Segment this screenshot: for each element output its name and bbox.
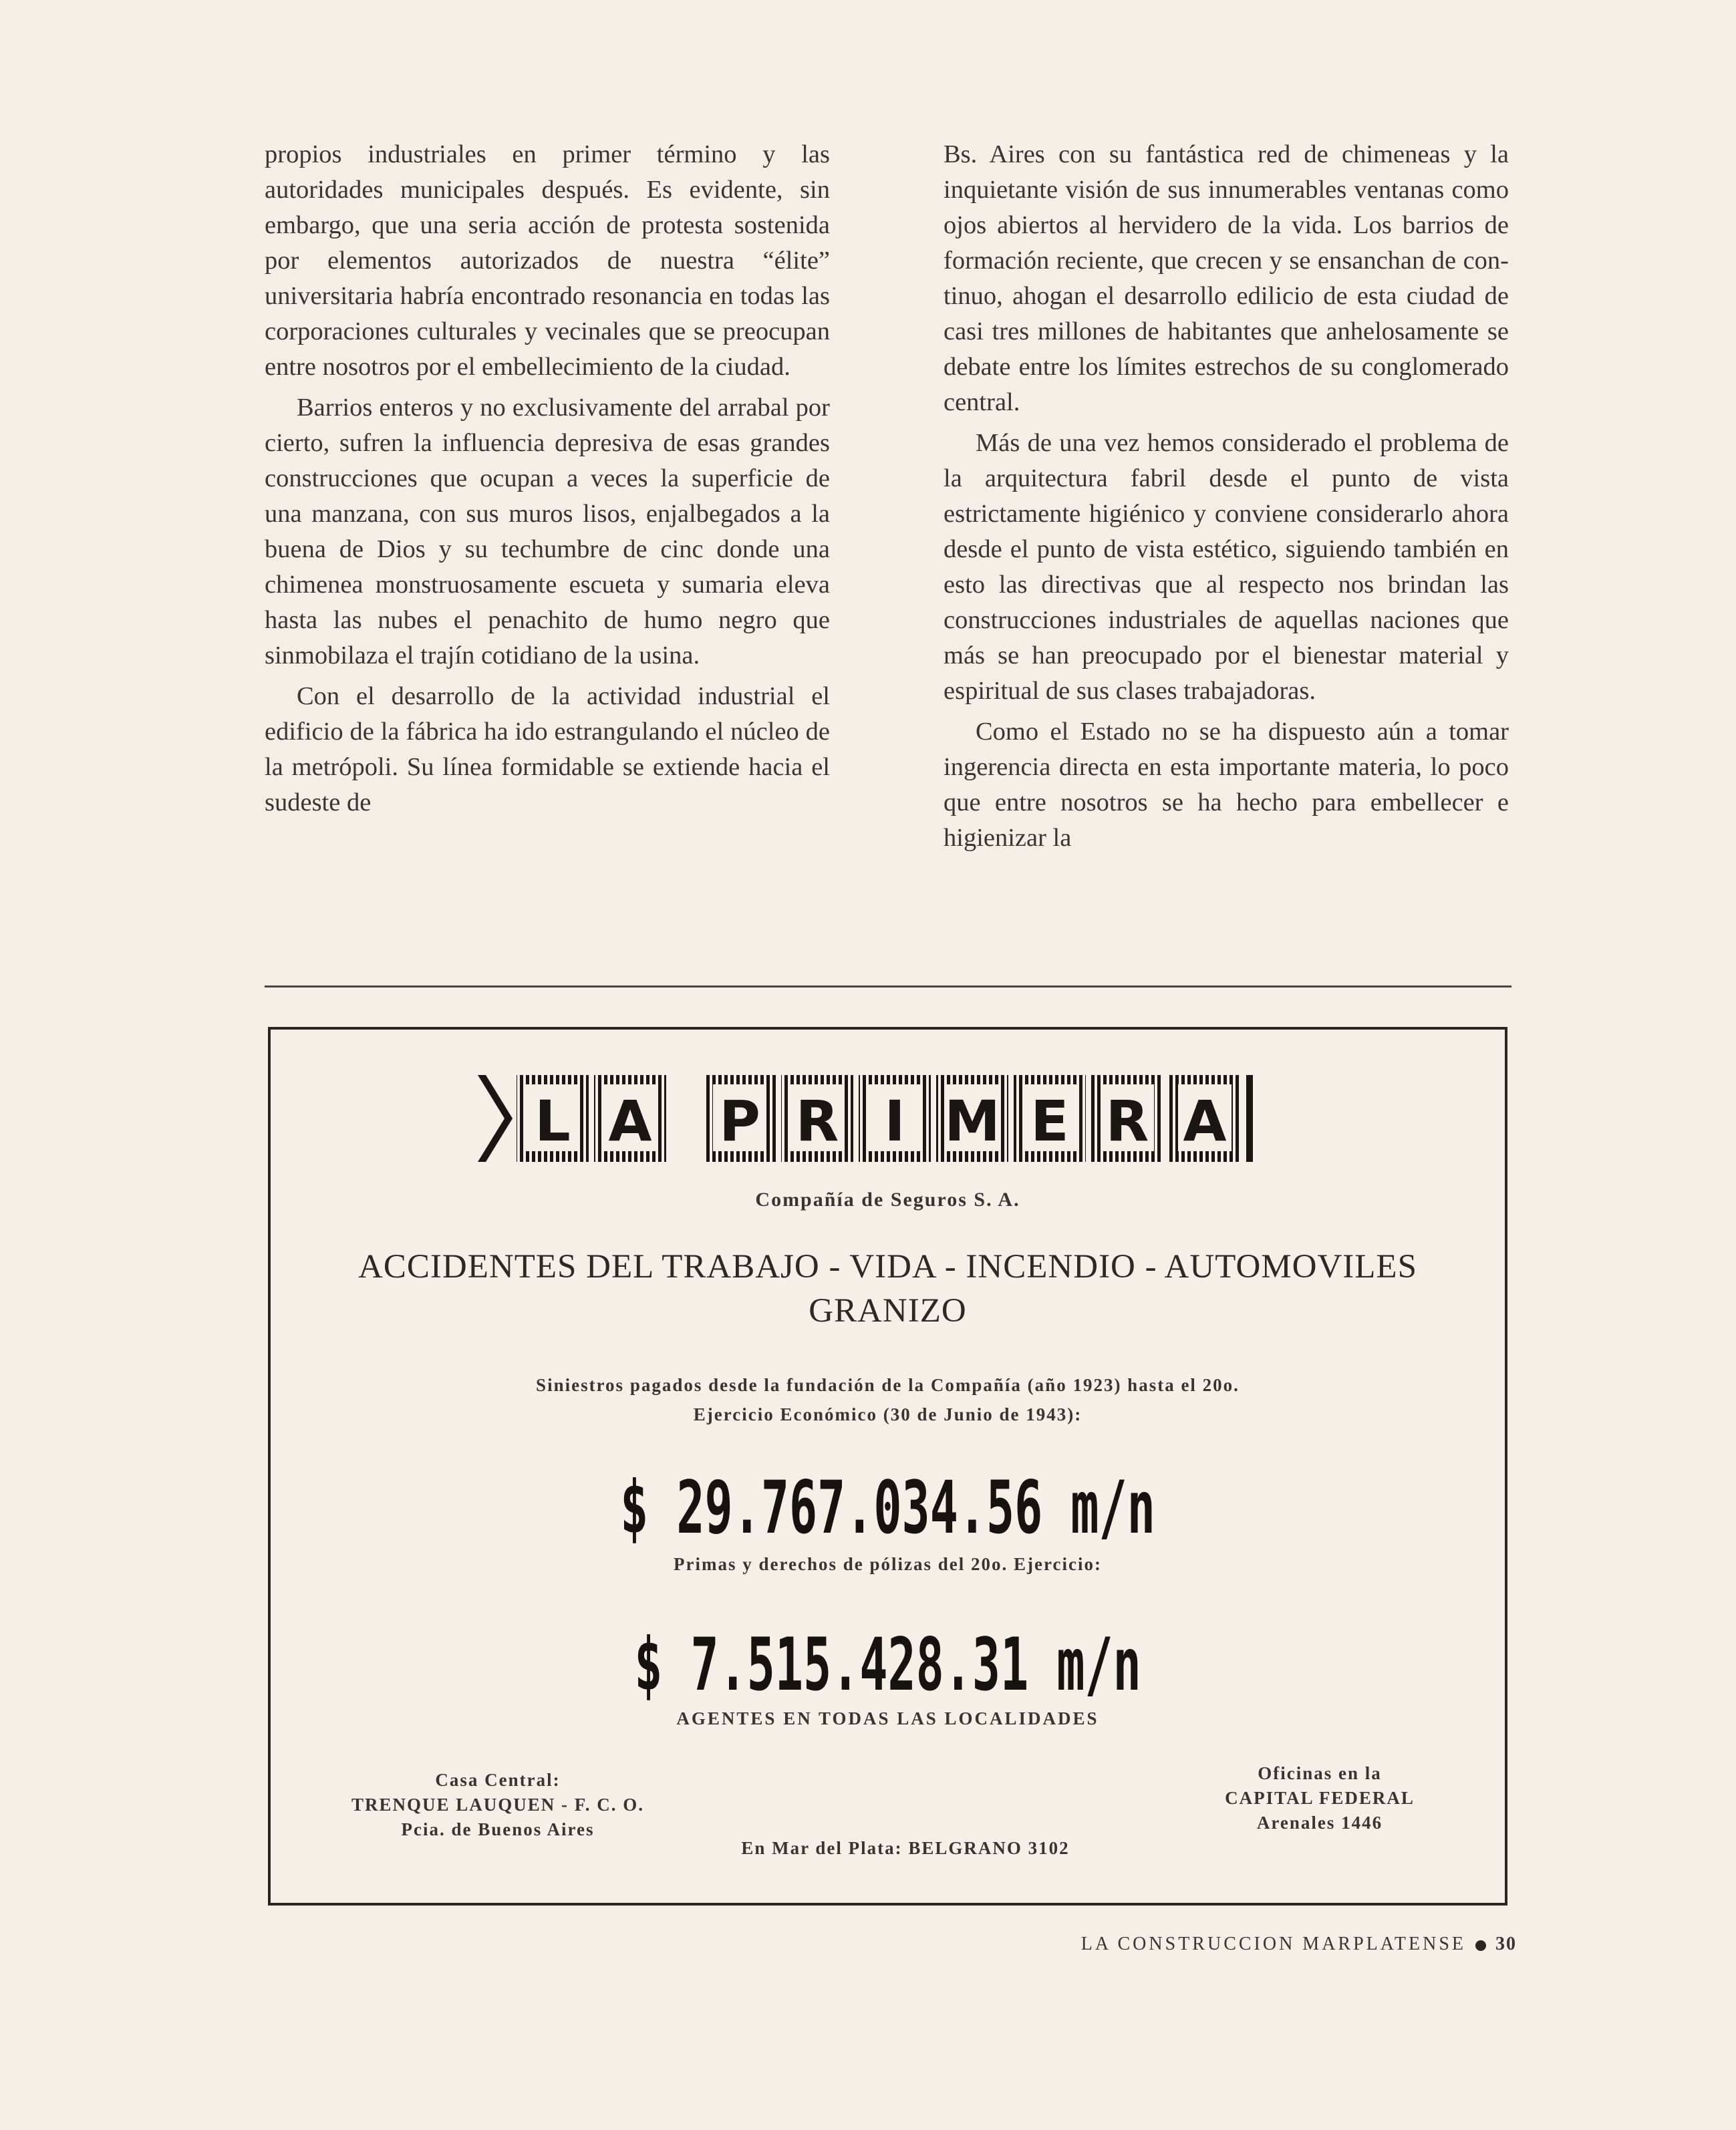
advertisement-la-primera xyxy=(268,1027,1507,1906)
siniestros-line-2: Ejercicio Económico (30 de Junio de 1943): xyxy=(693,1404,1082,1424)
separator-rule xyxy=(265,985,1511,987)
head-office-address xyxy=(311,1768,685,1842)
address-line: Casa Central: xyxy=(435,1770,561,1790)
mar-del-plata-address: En Mar del Plata: BELGRANO 3102 xyxy=(741,1838,1070,1858)
address-line: Arenales 1446 xyxy=(1256,1813,1383,1833)
svg-text:A: A xyxy=(1183,1088,1227,1154)
article-column-right xyxy=(944,137,1509,965)
insurance-lines xyxy=(271,1245,1505,1333)
logo-bracket xyxy=(1246,1075,1253,1162)
svg-text:A: A xyxy=(608,1088,652,1154)
primas-text: Primas y derechos de pólizas del 20o. Ejercicio: xyxy=(674,1554,1102,1574)
paragraph: Con el desarrollo de la actividad industrial el edificio de la fábrica ha ido estrangulando el núcleo de la metrópoli. Su línea formidable se extiende hacia el sudeste de xyxy=(265,682,830,816)
logo-letter-r xyxy=(1091,1075,1163,1162)
paragraph: propios industriales en primer término y las autoridades municipales después. Es evidente, sin embargo, que una seria acción de protesta sostenida por elementos autorizados de nuestra “élite” universitaria habría encontrado resonancia en todas las corporaciones culturales y vecinales que se preocupan entre nosotros por el embellecimiento de la ciudad. xyxy=(265,140,830,381)
address-line: TRENQUE LAUQUEN - F. C. O. xyxy=(351,1795,645,1815)
svg-text:M: M xyxy=(944,1088,1000,1154)
svg-text:I: I xyxy=(884,1088,905,1154)
paragraph: Bs. Aires con su fantástica red de chimeneas y la inquietante visión de sus innumerables ventanas como ojos abiertos al hervidero de la vida. Los barrios de formación reciente, que crecen y se ensanchan de continuo, ahogan el desarrollo edilicio de esta ciudad de casi tres millones de habitantes que anhelosamente se debate entre los límites estrechos de su conglomerado central. xyxy=(944,140,1509,416)
svg-text:R: R xyxy=(1105,1088,1149,1154)
svg-text:R: R xyxy=(795,1088,839,1154)
address-line: Pcia. de Buenos Aires xyxy=(401,1819,595,1839)
address-line: CAPITAL FEDERAL xyxy=(1225,1788,1415,1808)
insurance-lines-2: GRANIZO xyxy=(809,1292,967,1330)
publication-name: LA CONSTRUCCION MARPLATENSE xyxy=(1080,1934,1466,1954)
page-footer xyxy=(962,1934,1517,1955)
svg-text:P: P xyxy=(719,1088,760,1154)
logo-letter-a xyxy=(594,1075,666,1162)
article-column-left xyxy=(265,137,830,965)
siniestros-line-1: Siniestros pagados desde la fundación de la Compañía (año 1923) hasta el 20o. xyxy=(536,1375,1240,1395)
insurance-lines-1: ACCIDENTES DEL TRABAJO - VIDA - INCENDIO - AUTOMOVILES xyxy=(358,1248,1417,1285)
logo-letter-a xyxy=(1169,1075,1241,1162)
paragraph: Barrios enteros y no exclusivamente del arrabal por cierto, sufren la influencia depresiva de esas grandes construcciones que ocupan a veces la superficie de una manzana, con sus muros lisos, enjalbegados a la buena de Dios y su techumbre de cinc donde una chimenea monstruosamente escueta y sumaria eleva hasta las nubes el penachito de humo negro que sinmobilaza el trajín cotidiano de la usina. xyxy=(265,394,830,669)
svg-text:E: E xyxy=(1030,1088,1069,1154)
logo-letter-p xyxy=(704,1075,776,1162)
paragraph: Como el Estado no se ha dispuesto aún a tomar ingerencia directa en esta importante materia, lo poco que entre nosotros se ha hecho para embellecer e higienizar la xyxy=(944,718,1509,852)
agents-text: AGENTES EN TODAS LAS LOCALIDADES xyxy=(676,1708,1099,1728)
logo-letter-m xyxy=(936,1075,1008,1162)
address-line: Oficinas en la xyxy=(1258,1763,1382,1783)
logo-letter-i xyxy=(859,1075,931,1162)
logo-letter-l xyxy=(517,1075,589,1162)
logo-letter-e xyxy=(1014,1075,1086,1162)
capital-office-address xyxy=(1179,1761,1460,1835)
svg-text:L: L xyxy=(535,1088,571,1154)
siniestros-text xyxy=(271,1370,1505,1429)
company-subtitle: Compañía de Seguros S. A. xyxy=(755,1189,1020,1211)
logo-letter-r xyxy=(781,1075,853,1162)
la-primera-logo xyxy=(478,1062,1303,1175)
premiums-amount: $ 7.515.428.31 m/n xyxy=(634,1622,1141,1708)
bullet-icon xyxy=(1475,1940,1486,1951)
claims-paid-amount: $ 29.767.034.56 m/n xyxy=(620,1465,1155,1551)
page-number: 30 xyxy=(1495,1934,1517,1954)
paragraph: Más de una vez hemos considerado el problema de la arquitectura fabril desde el punto de vista estrictamente higiénico y conviene considerarlo ahora desde el punto de vista estético, siguiendo también en esto las directivas que al respecto nos brindan las construcciones industriales de aquellas naciones que más se han preocupado por el bienestar material y espiritual de sus clases trabajadoras. xyxy=(944,429,1509,705)
